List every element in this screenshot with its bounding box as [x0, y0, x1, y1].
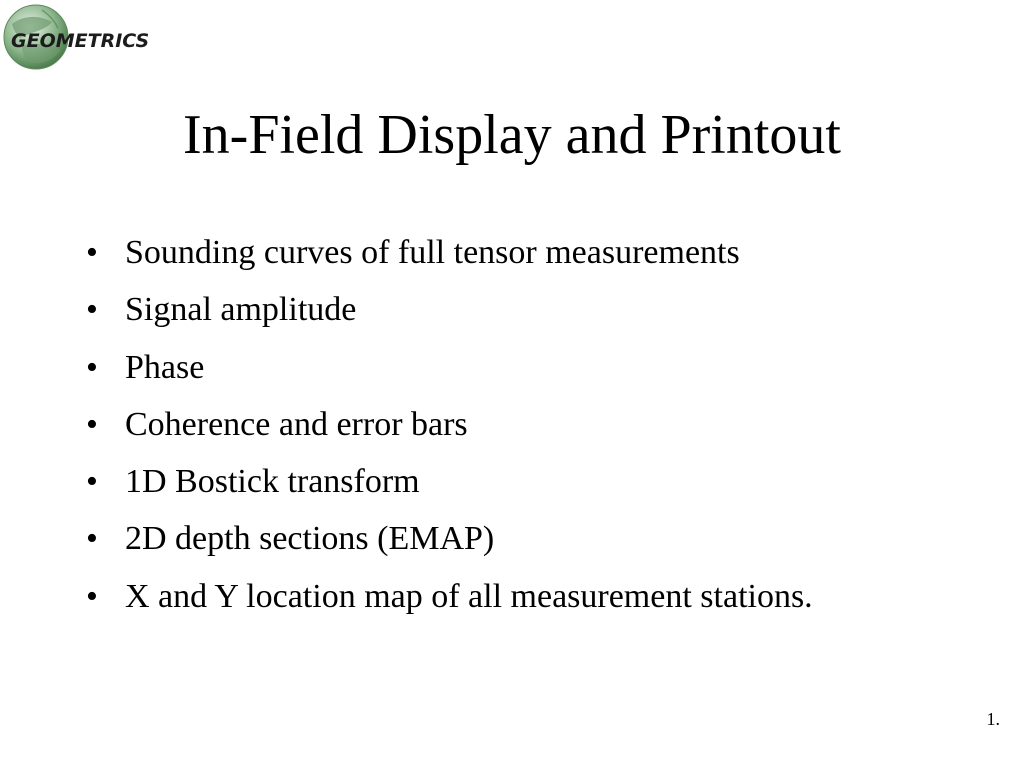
list-item — [86, 400, 813, 457]
company-logo — [2, 2, 162, 72]
bullet-marker: • — [86, 234, 98, 271]
bullet-text: 2D depth sections (EMAP) — [125, 520, 495, 558]
bullet-text: Phase — [125, 348, 205, 386]
bullet-marker: • — [86, 405, 98, 443]
slide-title: In-Field Display and Printout — [183, 104, 841, 166]
logo-text: GEOMETRICS — [11, 30, 150, 52]
bullet-text: Coherence and error bars — [125, 405, 468, 443]
bullet-text: X and Y location map of all measurement stations. — [125, 577, 813, 615]
list-item — [86, 343, 813, 400]
list-item — [86, 228, 813, 285]
bullet-text: 1D Bostick transform — [125, 463, 420, 501]
list-item — [86, 285, 813, 342]
bullet-text: Signal amplitude — [125, 291, 357, 329]
bullet-text: Sounding curves of full tensor measurements — [125, 234, 740, 271]
slide-number: 1. — [986, 709, 1000, 729]
globe-icon — [2, 2, 162, 72]
bullet-marker: • — [86, 291, 98, 329]
bullet-list — [86, 228, 813, 629]
bullet-marker: • — [86, 520, 98, 558]
bullet-marker: • — [86, 577, 98, 615]
bullet-marker: • — [86, 463, 98, 501]
list-item — [86, 457, 813, 514]
list-item — [86, 572, 813, 629]
list-item — [86, 514, 813, 571]
bullet-marker: • — [86, 348, 98, 386]
